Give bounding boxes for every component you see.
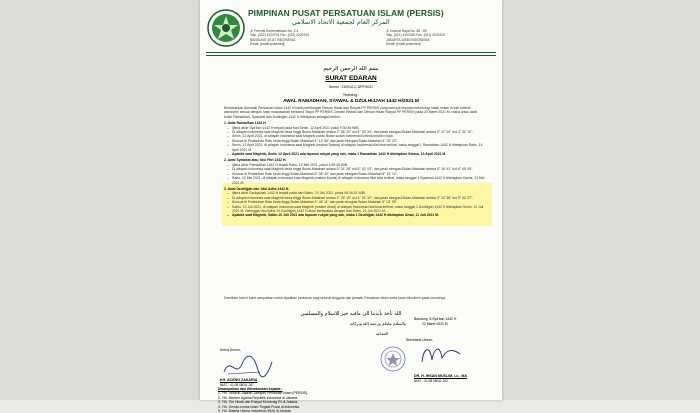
section-conclusion: – Apabila saat Maghrib, Senin 12 April 2021 ada laporan rukyat yang sah, maka 1 Ramadhan 1442 H ditetapkan Selasa, 13 April 2021 M. [232, 152, 486, 156]
chairman-nia: NIAT. : 01.08.08011.267 [220, 383, 254, 387]
list-item: – Rabu, 12 Mei 2021, di wilayah Indonesia saat Maghrib (malam Kamis) di wilayah Indonesia hilal bisa terlihat, maka tanggal 1 Syawwal 1442 H ditetapkan Kamis, 13 Mei 2021 M. [232, 176, 486, 185]
list-item: – Sabtu, 10 Juli 2021, di wilayah Indonesia saat Maghrib (malam Ahad) di wilayah Indonesia hilal bisa terlihat, maka tanggal 1 Dzulhijjah 1442 H ditetapkan Senin, 12 Juli 2021 M. Sehingga 'Idul Adha 10 Dzulhijjah 1442 H akan bertepatan dengan hari Rabu, 21 Juli 2021 M. [232, 205, 486, 214]
list-item: – Di wilayah Indonesia saat Maghrib beda tinggi Bulan-Matahari antara 2° 25' 15" s/d 4° 04' 32", dan jarak elongasi Bulan-Matahari antara 4° 13' 38" s/d 5° 32' 37". [232, 196, 486, 200]
list-item: – Senin, 12 April 2021, di wilayah Indonesia saat Maghrib (malam Selasa) di wilayah Indonesia hilal bisa terlihat, maka tanggal 1 Ramadhan 1442 H ditetapkan Rabu, 14 April 2021 M. [232, 143, 486, 152]
section-title: 2. Awal Syawwal atau 'Idul Fitri 1442 H. [224, 158, 287, 163]
address-line: BANDUNG 40117 INDONESIA [250, 37, 296, 42]
subject-title: AWAL RAMADHAN, SYAWAL & DZULHIJJAH 1442 H/2021 M [283, 99, 419, 104]
org-name-arabic: المركز العام لجمعية الاتحاد الاسلامي [292, 18, 390, 26]
chairman-name: KH. ACENG ZAKARIA [220, 378, 258, 382]
address-line: Email: [email protected] [386, 41, 421, 46]
list-item: – Khusus di Pelabuhan Ratu beda tinggi Bulan-Matahari 6° 05' 40" dan jarak elongasi Bulan-Matahari 5° 19' 12". [232, 172, 486, 176]
bismillah: بسم الله الرحمن الرحيم [323, 66, 379, 72]
address-line: Jl. Kramat Raya No. 58 - 59 [386, 29, 427, 33]
cc-item: 3. Yth. Tim Hisab dan Rukyat Kemenag RI di Jakarta. [218, 400, 299, 405]
salam: والسلام عليكم ورحمة الله وبركاته [350, 321, 406, 326]
list-item: – Ijtima akhir Ramadhan 1442 H terjadi Rabu, 12 Mei 2021, pukul 1:59:48 WIB. [232, 163, 486, 167]
address-line: Telp. (021) 4202420 Fax. (021) 4202420 [386, 33, 446, 38]
cc-item: 2. Yth. Menteri Agama Republik Indonesia di Jakarta. [218, 395, 298, 400]
secretary-signature [416, 340, 466, 368]
cc-item: 1. Yth. Seluruh Jajaran Jamiyah Persatuan Islam (PERSIS). [218, 391, 309, 396]
list-item: – Ijtima akhir Sya'ban 1442 H terjadi pada hari Senin, 12 April 2021 pukul 9:30:45 WIB. [232, 126, 486, 130]
section-dzulhijjah [224, 187, 486, 218]
secretary-name: DR. H. IHSAN MUSLIM, Lc., MA [414, 374, 467, 378]
cc-item: 5. Yth. Majelis Ulama Indonesia (MUI) di Jakarta. [218, 409, 292, 413]
organization-stamp [380, 346, 406, 372]
cc-item: 4. Yth. Ormas-ormas Islam Tingkat Pusat di Indonesia. [218, 404, 301, 409]
section-syawwal [224, 158, 486, 184]
cc-title: Disampaikan dan ditembuskan kepada : [218, 387, 283, 391]
chairman-label: Ketua Umum, [220, 348, 241, 352]
intro-paragraph: Berdasarkan Almanak Persatuan Islam 1442 H hasil perhitungan Dewan Hisab dan Rukyat PP PERSIS yang merujuk kepada metodologi hisab imkan ru'yah kriteria astronomi sesuai dengan hasil musyawarah bersama Tasyri PP PERSIS, Dewan Hisbah dan Dewan Hisab Rukyat PP PERSIS pada 20 Maret 2021 M, maka untuk awal bulan Ramadhan, Syawwal dan Dzulhijjah 1442 H ditetapkan sebagai berikut : [224, 106, 477, 119]
org-name: PIMPINAN PUSAT PERSATUAN ISLAM (PERSIS) [248, 8, 444, 18]
address-left [250, 29, 309, 46]
list-item: – Di wilayah Indonesia saat Maghrib beda tinggi Bulan-Matahari antara 5° 01' 28" s/d 6° 43' 03", dan jarak elongasi Bulan-Matahari antara 5° 16' 41" s/d 6° 45' 05". [232, 167, 486, 171]
section-conclusion: – Apabila saat Maghrib, Sabtu 10 Juli 2021 ada laporan rukyat yang sah, maka 1 Dzulhijjah 1442 H ditetapkan Ahad, 11 Juli 2021 M. [232, 213, 486, 217]
backdrop-right [502, 0, 700, 400]
persis-logo-icon [206, 8, 246, 48]
backdrop-left [0, 0, 200, 400]
carbon-copy-list [218, 387, 488, 413]
section-ramadhan [224, 121, 486, 156]
list-item: – Khusus di Pelabuhan Ratu beda tinggi Bulan-Matahari 4° 12' 56" dan jarak elongasi Bulan-Matahari 4° 25' 20". [232, 139, 486, 143]
secretary-nia: NIAT. : 01.08.08011.202 [414, 379, 448, 383]
document-title: SURAT EDARAN [325, 75, 377, 82]
letterhead [200, 0, 502, 66]
secretary-label: Sekretaris Umum, [406, 338, 434, 342]
chairman-signature [220, 352, 274, 380]
address-line: Jl. Perintis Kemerdekaan No. 2-4 [250, 29, 299, 33]
address-line: Email: [email protected] [250, 41, 285, 46]
letter-page [200, 0, 502, 413]
list-item: – Khusus di Pelabuhan Ratu beda tinggi Bulan-Matahari 3° 46' 11" dan jarak elongasi Bulan-Matahari 5° 03' 39". [232, 200, 486, 204]
stamp-arabic: الجماعة [376, 331, 389, 336]
letter-body [224, 106, 486, 218]
subject-label: Tentang : [342, 92, 360, 97]
list-item: – Senin, 12 April 2021, di wilayah Indonesia saat Maghrib posisi Bulan sudah memenuhi kriteria imkan ru'yah. [232, 134, 486, 138]
list-item: – Di wilayah Indonesia saat Maghrib beda tinggi Bulan-Matahari antara 2° 58' 20" s/d 4° 33' 34", dan jarak elongasi Bulan-Matahari antara 3° 47' 29" s/d 4° 32' 10". [232, 130, 486, 134]
place-date-hijri: Bandung, 8 Sya'ban 1442 H [414, 317, 457, 321]
closing-prayer: الله يأخذ بأيدينا الى مافيه خير للاسلام والمسلمين [300, 311, 402, 317]
address-right [386, 29, 445, 46]
section-title: 3. Awal Dzulhijjah dan 'Idul Adha 1442 H. [224, 186, 290, 191]
closing-paragraph: Demikian hal ini kami sampaikan untuk dijadikan pedoman bagi seluruh anggota dan jamaah Persatuan Islam serta kaum Muslimin pada umumnya. [224, 296, 447, 300]
list-item: – Ijtima akhir Dzulqa'dah 1442 H terjadi pada hari Sabtu, 10 Juli 2021, pukul 08:16:31 WIB. [232, 191, 486, 195]
address-line: Telp. (022) 4220704 Fax. (022) 4220704 [250, 33, 310, 38]
address-line: JAKARTA 10560 INDONESIA [386, 37, 430, 42]
letterhead-divider [206, 52, 496, 56]
document-number: Nomor : 2109/JJ-C.3/PP/2021 [329, 85, 373, 89]
section-title: 1. Awal Ramadhan 1442 H [224, 121, 266, 126]
date-masehi: 22 Maret 2021 M [422, 322, 448, 326]
